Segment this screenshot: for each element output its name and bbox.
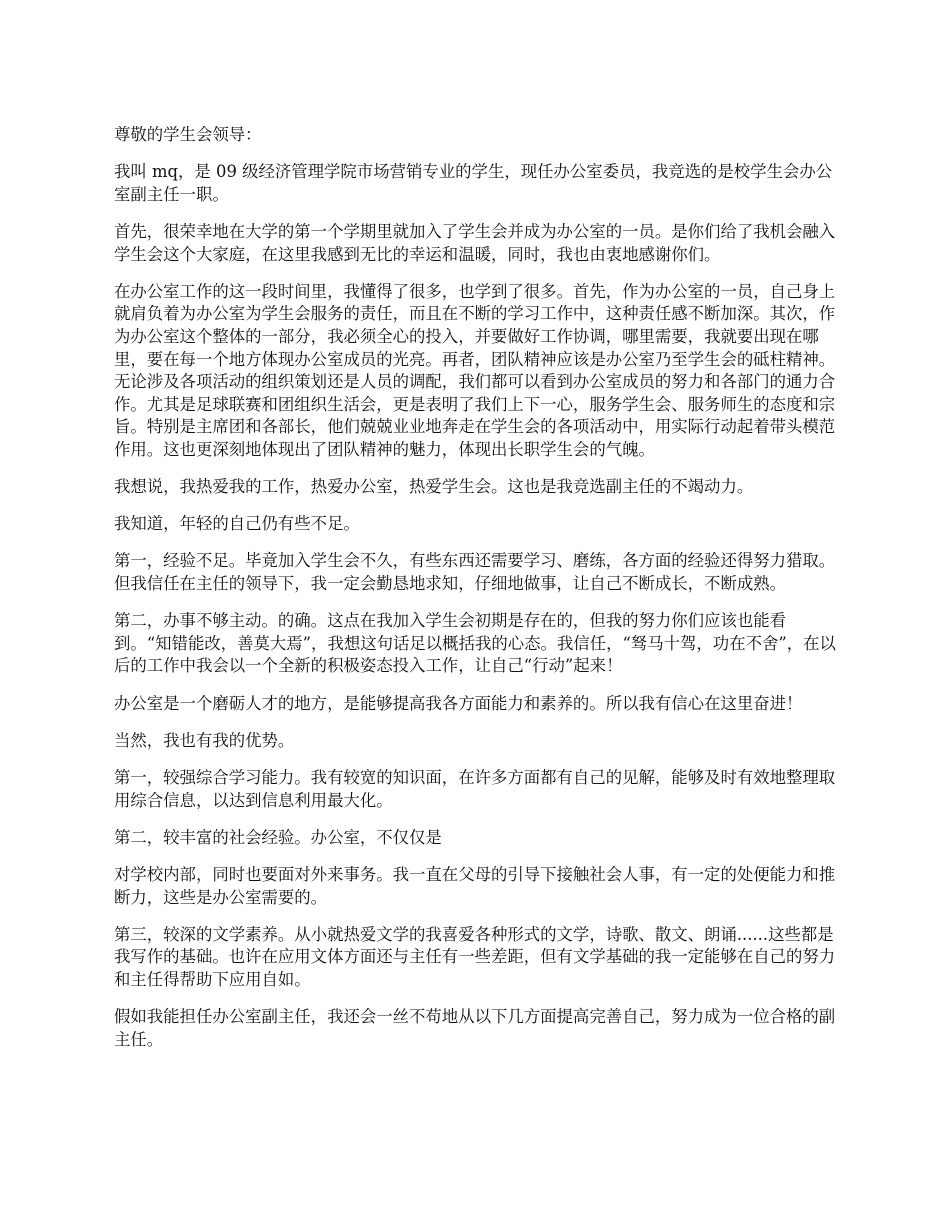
paragraph-motivation: 我想说，我热爱我的工作，热爱办公室，热爱学生会。这也是我竞选副主任的不竭动力。: [114, 477, 754, 497]
paragraph-commitment: 假如我能担任办公室副主任，我还会一丝不苟地从以下几方面提高完善自己，努力成为一位合格的副主任。: [114, 1007, 836, 1049]
paragraph-strength-2: 第二，较丰富的社会经验。办公室，不仅仅是: [114, 827, 442, 847]
paragraph-work-experience: 在办公室工作的这一段时间里，我懂得了很多，也学到了很多。首先，作为办公室的一员，自己身上就肩负着为办公室为学生会服务的责任，而且在不断的学习工作中，这种责任感不断加深。其次，作为办公室这个整体的一部分，我必须全心的投入，并要做好工作协调，哪里需要，我就要出现在哪里，要在每一个地方体现办公室成员的光亮。再者，团队精神应该是办公室乃至学生会的砥柱精神。无论涉及各项活动的组织策划还是人员的调配，我们都可以看到办公室成员的努力和各部门的通力合作。尤其是足球联赛和团组织生活会，更是表明了我们上下一心，服务学生会、服务师生的态度和宗旨。特别是主席团和各部长，他们兢兢业业地奔走在学生会的各项活动中，用实际行动起着带头模范作用。这也更深刻地体现出了团队精神的魅力，体现出长职学生会的气魄。: [114, 281, 836, 459]
paragraph-shortcoming-2: 第二，办事不够主动。的确。这点在我加入学生会初期是存在的，但我的努力你们应该也能看到。“知错能改，善莫大焉”，我想这句话足以概括我的心态。我信任，“驽马十驾，功在不舍”，在以后的工作中我会以一个全新的积极姿态投入工作，让自己“行动”起来！: [114, 611, 836, 676]
paragraph-strengths-intro: 当然，我也有我的优势。: [114, 730, 295, 750]
paragraph-shortcoming-1: 第一，经验不足。毕竟加入学生会不久，有些东西还需要学习、磨练，各方面的经验还得努力猎取。但我信任在主任的领导下，我一定会勤恳地求知，仔细地做事，让自己不断成长，不断成熟。: [114, 551, 836, 594]
paragraph-shortcomings-intro: 我知道，年轻的自己仍有些不足。: [114, 514, 360, 534]
paragraph-strength-3: 第三，较深的文学素养。从小就热爱文学的我喜爱各种形式的文学，诗歌、散文、朗诵......这些都是我写作的基础。也许在应用文体方面还与主任有一些差距，但有文学基础的我一定能够在自己的努力和主任得帮助下应用自如。: [114, 924, 836, 989]
paragraph-introduction: 我叫 mq，是 09 级经济管理学院市场营销专业的学生，现任办公室委员，我竞选的是校学生会办公室副主任一职。: [114, 162, 833, 204]
document-body: [114, 124, 840, 1066]
paragraph-strength-2-continued: 对学校内部，同时也要面对外来事务。我一直在父母的引导下接触社会人事，有一定的处便能力和推断力，这些是办公室需要的。: [114, 864, 836, 907]
paragraph-strength-1: 第一，较强综合学习能力。我有较宽的知识面，在许多方面都有自己的见解，能够及时有效地整理取用综合信息，以达到信息利用最大化。: [114, 768, 836, 810]
paragraph-office-confidence: 办公室是一个磨砺人才的地方，是能够提高我各方面能力和素养的。所以我有信心在这里奋进！: [114, 693, 803, 713]
paragraph-gratitude: 首先，很荣幸地在大学的第一个学期里就加入了学生会并成为办公室的一员。是你们给了我机会融入学生会这个大家庭，在这里我感到无比的幸运和温暖，同时，我也由衷地感谢你们。: [114, 221, 836, 264]
salutation: 尊敬的学生会领导：: [114, 125, 262, 144]
